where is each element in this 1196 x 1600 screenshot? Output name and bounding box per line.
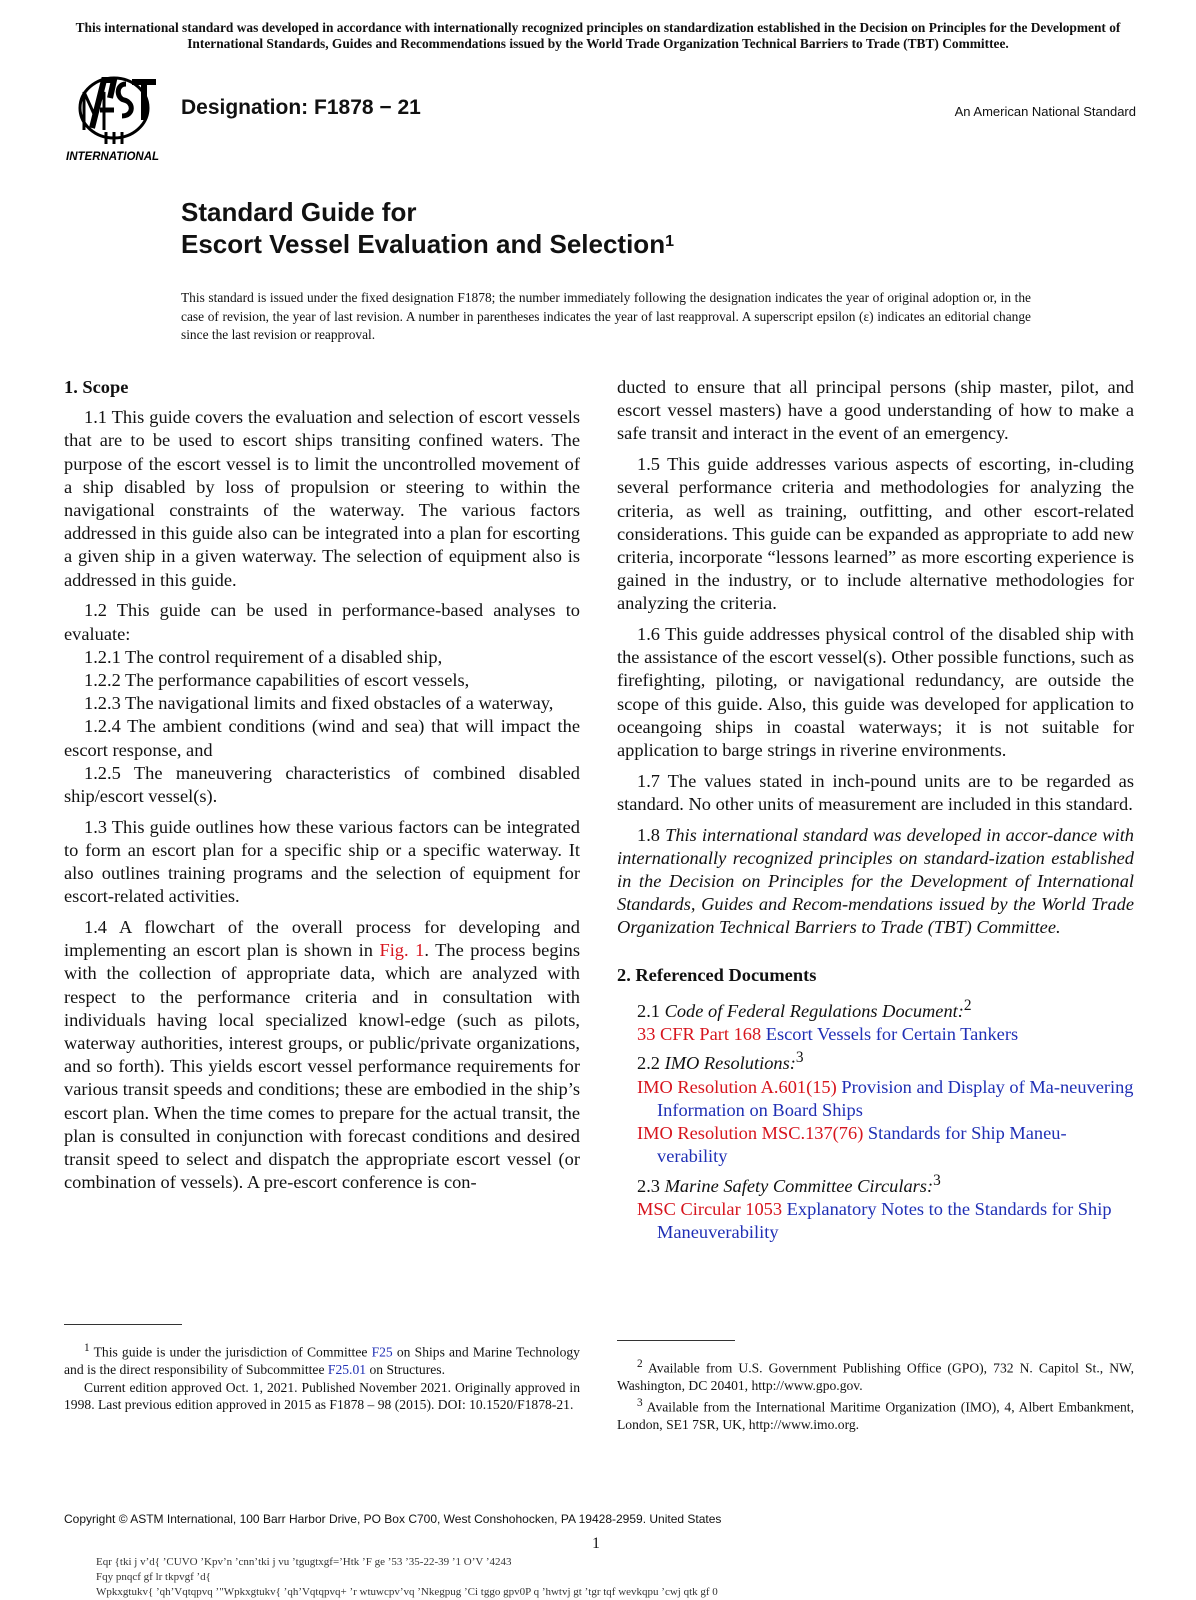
footnote-1-marker: 1	[84, 1342, 90, 1354]
ref-2-3-footnote[interactable]: 3	[933, 1171, 941, 1189]
para-1-2-4: 1.2.4 The ambient conditions (wind and sea) that will impact the escort response, and	[64, 716, 580, 760]
ref-2-2	[617, 1046, 1134, 1075]
footnotes-right	[617, 1356, 1134, 1433]
title-line-2	[181, 228, 674, 260]
license-stamp	[96, 1555, 718, 1600]
footnote-1	[64, 1340, 580, 1379]
page-number: 1	[592, 1535, 600, 1552]
designation: Designation: F1878 − 21	[181, 96, 421, 119]
footnote-1-text-a: This guide is under the jurisdiction of Committee	[89, 1344, 372, 1360]
ref-2-1-number: 2.1	[637, 1001, 665, 1021]
title-line-1: Standard Guide for	[181, 197, 417, 227]
para-1-7: 1.7 The values stated in inch-pound units are to be regarded as standard. No other units of measurement are included in this standard.	[617, 770, 1134, 814]
ref-2-1	[617, 994, 1134, 1023]
astm-logo	[64, 70, 168, 166]
para-1-2-2: 1.2.2 The performance capabilities of escort vessels,	[84, 669, 470, 690]
para-1-8	[617, 824, 1134, 940]
para-1-2-1: 1.2.1 The control requirement of a disabled ship,	[84, 646, 443, 667]
ref-2-1-footnote[interactable]: 2	[963, 996, 972, 1014]
american-national-standard: An American National Standard	[954, 104, 1136, 119]
para-1-5: 1.5 This guide addresses various aspects of escorting, in-cluding several performance criteria and methodologies for analyzing the criteria, as well as training, outfitting, and other escort-related considerations. This guide can be expanded as appropriate to add new criteria, incorporate “lessons learned” as more escorting experience is gained in the industry, or to include alternative methodologies for analyzing the criteria.	[617, 454, 1134, 614]
imo-a601-title[interactable]: Provision and Display of Ma-neuvering Information on Board Ships	[657, 1076, 1134, 1120]
para-1-2: 1.2 This guide can be used in performance-based analyses to evaluate:	[64, 600, 580, 644]
astm-logo-icon	[64, 70, 168, 166]
license-stamp-line-2: Fqy pnqcf gf lr tkpvgf ʼd{	[96, 1571, 211, 1583]
left-column	[64, 376, 580, 1194]
imo-a601-link[interactable]: IMO Resolution A.601(15)	[637, 1076, 837, 1097]
footnote-3-text: Available from the International Maritime Organization (IMO), 4, Albert Embankment, London, SE1 7SR, UK, http://www.imo.org.	[617, 1399, 1134, 1432]
license-stamp-line-1: Eqr {tki j vʼd{ ʼCUVO ʼKpvʼn ʼcnnʼtki j vu ʼtgugtxgf=ʼHtk ʼF ge ʼ53 ʼ35-22-39 ʼ1 OʼV ʼ4243	[96, 1556, 512, 1568]
ref-2-2-footnote[interactable]: 3	[795, 1049, 804, 1067]
logo-text: INTERNATIONAL	[66, 151, 160, 163]
footnotes-left	[64, 1340, 580, 1414]
ref-2-2-number: 2.2	[637, 1053, 665, 1074]
ref-2-1-title: Code of Federal Regulations Document:	[664, 1001, 964, 1021]
footnote-2-marker: 2	[637, 1358, 643, 1370]
ref-2-3-number: 2.3	[637, 1175, 665, 1196]
header-notice: This international standard was developed in accordance with internationally recognized principles on standardization established in the Decision on Principles for the Development of International Standards, Guides and Recommendations issued by the World Trade Organization Technical Barriers to Trade (TBT) Committee.	[75, 20, 1121, 51]
ref-2-2-title: IMO Resolutions:	[664, 1053, 796, 1074]
copyright: Copyright © ASTM International, 100 Barr Harbor Drive, PO Box C700, West Conshohocken, PA 19428-2959. United States	[64, 1512, 722, 1526]
cfr-168-link[interactable]: 33 CFR Part 168	[637, 1024, 762, 1045]
para-1-8-text: This international standard was developed in accor-dance with internationally recognized principles on standard-ization established in the Decision on Principles for the Development of International Standards, Guides and Recom-mendations issued by the World Trade Organization Technical Barriers to Trade (TBT) Committee.	[617, 824, 1134, 938]
page-title	[181, 196, 674, 260]
imo-msc137-link[interactable]: IMO Resolution MSC.137(76)	[637, 1123, 864, 1144]
footnote-2	[617, 1356, 1134, 1395]
committee-f25-link[interactable]: F25	[371, 1344, 393, 1360]
para-1-2-5: 1.2.5 The maneuvering characteristics of combined disabled ship/escort vessel(s).	[64, 762, 580, 806]
para-1-3: 1.3 This guide outlines how these various factors can be integrated to form an escort plan for a specific ship or a specific waterway. It also outlines training programs and the selection of equipment for escort-related activities.	[64, 816, 580, 907]
title-line-2-text: Escort Vessel Evaluation and Selection	[181, 229, 666, 259]
para-1-4	[64, 916, 580, 1194]
license-stamp-line-3: Wpkxgtukv{ ʼqhʼVqtqpvq ʼ"Wpkxgtukv{ ʼqhʼVqtqpvq+ ʼr wtuwcpvʼvq ʼNkegpug ʼCi tggo gpv0P q ʼhwtvj gt ʼtgr tqf wevkqpu ʼcwj qtk gf 0	[96, 1586, 718, 1598]
ref-imo-a601	[637, 1076, 1134, 1122]
para-1-4-text-b: . The process begins with the collection of appropriate data, which are analyzed with respect to the performance criteria and in consultation with individuals having local specialized knowl-edge (such as pilots, waterway authorities, interest groups, or public/private organizations, and so forth). This yields escort vessel performance requirements for various transit speeds and conditions; these are embodied in the ship’s escort plan. When the time comes to prepare for the actual transit, the plan is consulted in conjunction with forecast conditions and desired transit speed to select and dispatch the appropriate escort vessel (or combination of vessels). A pre-escort conference is con-	[64, 940, 580, 1193]
right-column	[617, 376, 1134, 1244]
section-2-heading: 2. Referenced Documents	[617, 964, 817, 985]
footnote-rule-left	[64, 1324, 182, 1325]
footnote-2-text: Available from U.S. Government Publishing Office (GPO), 732 N. Capitol St., NW, Washington, DC 20401, http://www.gpo.gov.	[617, 1360, 1134, 1394]
ref-imo-msc137	[637, 1122, 1134, 1168]
issuance-statement: This standard is issued under the fixed designation F1878; the number immediately following the designation indicates the year of original adoption or, in the case of revision, the year of last revision. A number in parentheses indicates the year of last reapproval. A superscript epsilon (ε) indicates an editorial change since the last revision or reapproval.	[181, 290, 1031, 342]
section-1-heading: 1. Scope	[64, 377, 129, 397]
title-footnote-ref[interactable]: 1	[665, 233, 674, 250]
footnote-1-edition: Current edition approved Oct. 1, 2021. Published November 2021. Originally approved in 1998. Last previous edition approved in 2015 as F1878 – 98 (2015). DOI: 10.1520/F1878-21.	[64, 1379, 580, 1413]
para-1-6: 1.6 This guide addresses physical control of the disabled ship with the assistance of the escort vessel(s). Other possible functions, such as firefighting, piloting, or navigational redundancy, are outside the scope of this guide. Also, this guide was developed for application to oceangoing ships in coastal waterways; it is not suitable for application to barge strings in riverine environments.	[617, 624, 1134, 761]
footnote-1-text-c: on Structures.	[366, 1362, 445, 1378]
footnote-rule-right	[617, 1340, 735, 1341]
fig-1-link[interactable]: Fig. 1	[379, 940, 425, 961]
para-1-2-3: 1.2.3 The navigational limits and fixed obstacles of a waterway,	[84, 693, 554, 714]
msc-1053-title[interactable]: Explanatory Notes to the Standards for Ship Maneuverability	[657, 1198, 1112, 1243]
footnote-3	[617, 1395, 1134, 1434]
para-1-4-continued: ducted to ensure that all principal persons (ship master, pilot, and escort vessel masters) have a good understanding of how to make a safe transit and interact in the event of an emergency.	[617, 377, 1134, 444]
subcommittee-f25-01-link[interactable]: F25.01	[327, 1362, 367, 1378]
ref-cfr-168	[637, 1023, 1134, 1046]
imo-msc137-title[interactable]: Standards for Ship Maneu-verability	[657, 1123, 1067, 1167]
ref-2-3	[617, 1169, 1134, 1198]
cfr-168-title[interactable]: Escort Vessels for Certain Tankers	[761, 1024, 1019, 1045]
para-1-1: 1.1 This guide covers the evaluation and selection of escort vessels that are to be used to escort ships transiting confined waters. The purpose of the escort vessel is to limit the uncontrolled movement of a ship disabled by loss of propulsion or steering to within the navigational constraints of the waterway. The various factors addressed in this guide also can be integrated into a plan for escorting a given ship in a given waterway. The selection of equipment also is addressed in this guide.	[64, 407, 580, 590]
footnote-1-text-b: on Ships and Marine Technology and is the direct responsibility of Subcommittee	[64, 1344, 580, 1378]
para-1-4-text-a: 1.4 A flowchart of the overall process for developing and implementing an escort plan is shown in	[64, 916, 580, 961]
para-1-8-number: 1.8	[637, 824, 666, 845]
msc-1053-link[interactable]: MSC Circular 1053	[637, 1198, 783, 1219]
ref-msc-1053	[637, 1198, 1134, 1244]
footnote-3-marker: 3	[637, 1396, 643, 1409]
ref-2-3-title: Marine Safety Committee Circulars:	[664, 1175, 934, 1196]
